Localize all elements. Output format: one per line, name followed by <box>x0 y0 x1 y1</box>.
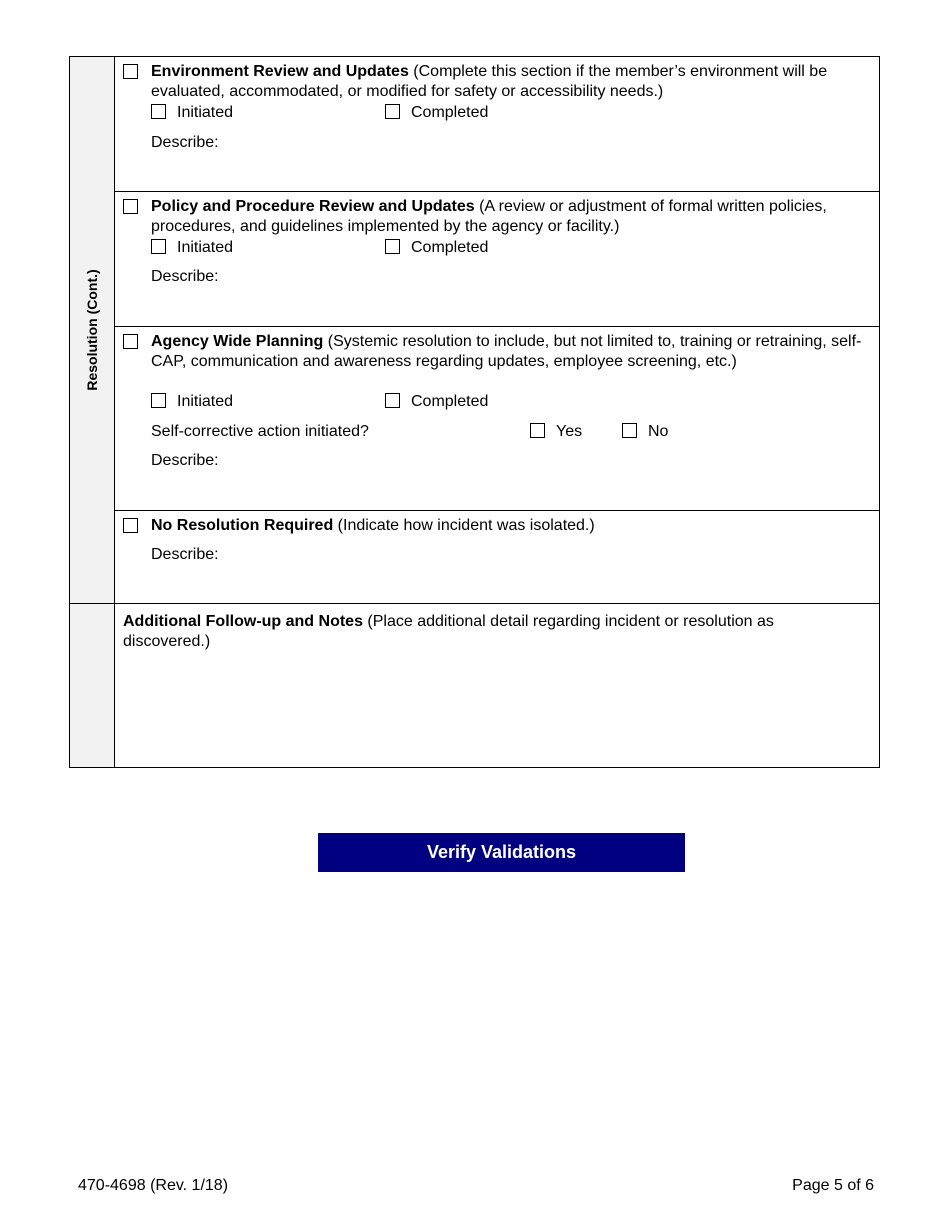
section-title: No Resolution Required <box>151 517 334 534</box>
side-label: Resolution (Cont.) <box>84 269 100 391</box>
describe-label: Describe: <box>151 452 219 469</box>
no-resolution-checkbox[interactable] <box>123 518 138 533</box>
completed-label: Completed <box>411 104 489 121</box>
describe-label: Describe: <box>151 268 219 285</box>
self-corrective-no-checkbox[interactable] <box>622 423 637 438</box>
policy-review-checkbox[interactable] <box>123 199 138 214</box>
agency-planning-checkbox[interactable] <box>123 334 138 349</box>
policy-completed-checkbox[interactable] <box>385 239 400 254</box>
section-environment-review <box>115 57 880 192</box>
section-title: Environment Review and Updates <box>151 63 409 80</box>
describe-label: Describe: <box>151 134 219 151</box>
section-policy-review <box>115 192 880 327</box>
environment-initiated-checkbox[interactable] <box>151 104 166 119</box>
resolution-form-table <box>69 56 880 768</box>
notes-description: (Place additional detail regarding incident or resolution as discovered.) <box>123 613 774 650</box>
no-label: No <box>648 423 669 440</box>
page-number: Page 5 of 6 <box>792 1177 874 1194</box>
notes-title: Additional Follow-up and Notes <box>123 613 363 630</box>
yes-label: Yes <box>556 423 583 440</box>
agency-completed-checkbox[interactable] <box>385 393 400 408</box>
verify-validations-button[interactable]: Verify Validations <box>318 833 685 872</box>
section-agency-planning <box>115 327 880 511</box>
section-title: Agency Wide Planning <box>151 333 324 350</box>
section-title: Policy and Procedure Review and Updates <box>151 198 475 215</box>
completed-label: Completed <box>411 393 489 410</box>
section-description: (Complete this section if the member’s environment will be evaluated, accommodated, or modified for safety or accessibility needs.) <box>151 63 828 100</box>
form-number: 470-4698 (Rev. 1/18) <box>78 1177 229 1194</box>
side-label-cell <box>70 57 115 604</box>
describe-label: Describe: <box>151 546 219 563</box>
section-no-resolution <box>115 511 880 604</box>
self-corrective-yes-checkbox[interactable] <box>530 423 545 438</box>
agency-initiated-checkbox[interactable] <box>151 393 166 408</box>
initiated-label: Initiated <box>177 104 234 121</box>
self-corrective-question: Self-corrective action initiated? <box>151 423 369 440</box>
initiated-label: Initiated <box>177 239 234 256</box>
environment-review-checkbox[interactable] <box>123 64 138 79</box>
section-description: (A review or adjustment of formal written policies, procedures, and guidelines implemented by the agency or facility.) <box>151 198 827 235</box>
section-description: (Systemic resolution to include, but not limited to, training or retraining, self-CAP, communication and awareness regarding updates, employee screening, etc.) <box>151 333 862 370</box>
completed-label: Completed <box>411 239 489 256</box>
environment-completed-checkbox[interactable] <box>385 104 400 119</box>
notes-side-cell <box>70 604 115 768</box>
initiated-label: Initiated <box>177 393 234 410</box>
section-additional-notes[interactable] <box>115 604 880 768</box>
policy-initiated-checkbox[interactable] <box>151 239 166 254</box>
section-description: (Indicate how incident was isolated.) <box>333 517 595 534</box>
